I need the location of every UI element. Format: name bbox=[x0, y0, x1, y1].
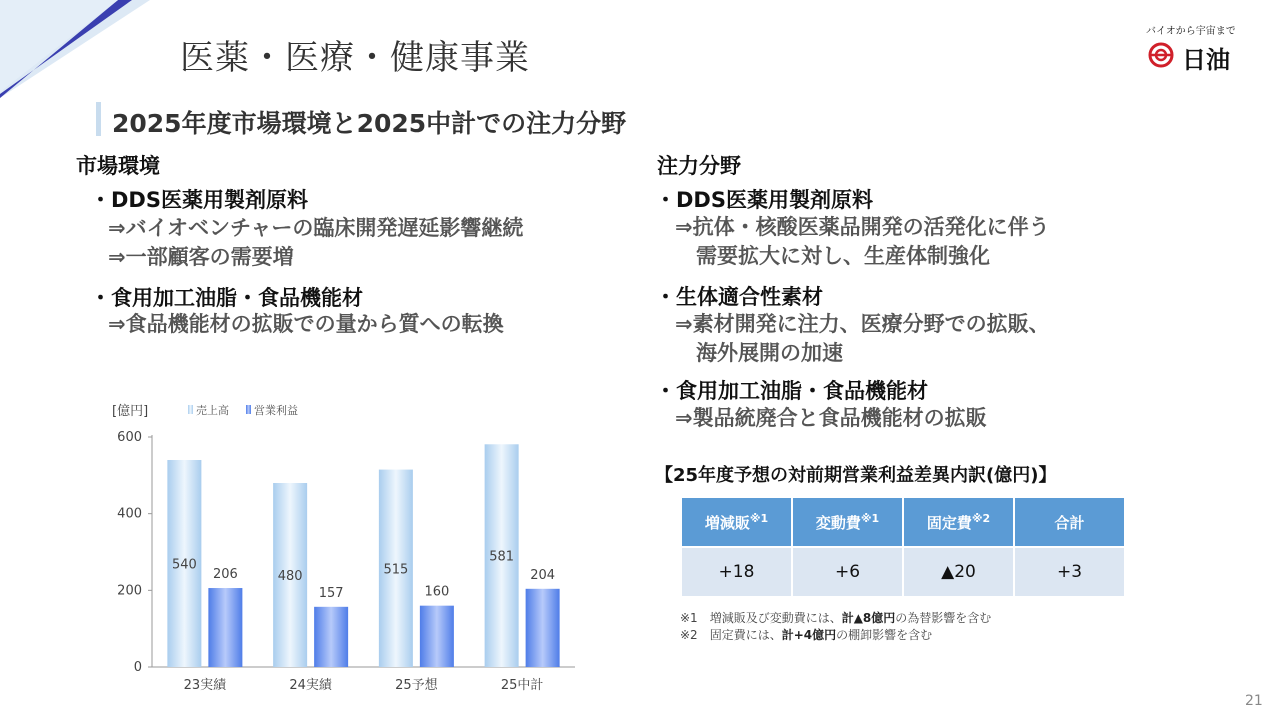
y-tick-label: 200 bbox=[117, 583, 142, 599]
legend-profit: 営業利益 bbox=[254, 404, 298, 417]
data-label: 480 bbox=[277, 569, 303, 584]
x-tick-label: 24実績 bbox=[289, 678, 332, 693]
focus-heading: 注力分野 bbox=[657, 154, 741, 178]
x-tick-label: 25中計 bbox=[500, 678, 544, 693]
focus-bullet-food: ・食用加工油脂・食品機能材 bbox=[655, 379, 928, 403]
table-cell-total: +3 bbox=[1015, 548, 1124, 596]
focus-line: 需要拡大に対し、生産体制強化 bbox=[675, 244, 990, 268]
section-subtitle: 2025年度市場環境と2025中計での注力分野 bbox=[112, 109, 627, 138]
table-cell-fixed-cost: ▲20 bbox=[904, 548, 1013, 596]
table-header-variable-cost: 変動費$^{※1}$ bbox=[793, 498, 902, 546]
market-line: ⇒バイオベンチャーの臨床開発遅延影響継続 bbox=[108, 216, 524, 240]
profit-bar bbox=[314, 607, 348, 667]
company-logo bbox=[1140, 20, 1260, 74]
table-header-fixed-cost: 固定費$^{※2}$ bbox=[904, 498, 1013, 546]
data-label: 206 bbox=[212, 567, 238, 583]
sales-profit-bar-chart bbox=[100, 395, 600, 700]
table-header-sales-volume: 増減販$^{※1}$ bbox=[682, 498, 791, 546]
data-label: 157 bbox=[318, 585, 344, 601]
data-label: 515 bbox=[383, 562, 409, 578]
y-tick-label: 0 bbox=[133, 660, 142, 675]
data-label: 160 bbox=[424, 584, 450, 600]
focus-line: ⇒製品統廃合と食品機能材の拡販 bbox=[675, 406, 987, 430]
data-label: 204 bbox=[530, 567, 556, 583]
profit-bar bbox=[208, 588, 242, 667]
footnote-2: ※2 固定費には、計+4億円の棚卸影響を含む bbox=[680, 628, 933, 642]
y-tick-label: 600 bbox=[117, 430, 142, 445]
market-heading: 市場環境 bbox=[76, 154, 160, 178]
focus-line: 海外展開の加速 bbox=[675, 341, 843, 365]
subtitle-accent-bar bbox=[96, 102, 101, 136]
page-number: 21 bbox=[1245, 693, 1263, 709]
focus-line: ⇒抗体・核酸医薬品開発の活発化に伴う bbox=[675, 215, 1050, 239]
x-tick-label: 25予想 bbox=[395, 678, 438, 693]
legend-sales: 売上高 bbox=[196, 404, 229, 417]
y-tick-label: 400 bbox=[117, 506, 142, 522]
profit-bar bbox=[526, 589, 560, 667]
logo-mark-icon bbox=[1148, 42, 1174, 68]
market-line: ⇒一部顧客の需要増 bbox=[108, 245, 294, 269]
legend-swatch-sales bbox=[188, 405, 193, 414]
table-cell-variable-cost: +6 bbox=[793, 548, 902, 596]
profit-variance-table bbox=[680, 496, 1126, 598]
profit-bar bbox=[420, 606, 454, 667]
legend-swatch-profit bbox=[246, 405, 251, 414]
focus-bullet-dds: ・DDS医薬用製剤原料 bbox=[655, 188, 873, 212]
market-bullet-food: ・食用加工油脂・食品機能材 bbox=[90, 286, 363, 310]
focus-line: ⇒素材開発に注力、医療分野での拡販、 bbox=[675, 312, 1050, 336]
corner-decoration bbox=[0, 0, 160, 100]
logo-name: 日油 bbox=[1182, 46, 1230, 74]
footnote-1: ※1 増減販及び変動費には、計▲8億円の為替影響を含む bbox=[680, 611, 992, 625]
logo-tagline: バイオから宇宙まで bbox=[1146, 26, 1236, 37]
market-bullet-dds: ・DDS医薬用製剤原料 bbox=[90, 188, 308, 212]
market-line: ⇒食品機能材の拡販での量から質への転換 bbox=[108, 312, 504, 336]
table-cell-sales-volume: +18 bbox=[682, 548, 791, 596]
data-label: 581 bbox=[489, 549, 515, 565]
focus-bullet-biomaterial: ・生体適合性素材 bbox=[655, 285, 823, 309]
data-label: 540 bbox=[171, 557, 197, 573]
x-tick-label: 23実績 bbox=[183, 678, 227, 693]
table-title: 【25年度予想の対前期営業利益差異内訳(億円)】 bbox=[655, 465, 1057, 486]
chart-unit-label: [億円] bbox=[112, 404, 149, 419]
table-header-total: 合計 bbox=[1015, 498, 1124, 546]
page-title: 医薬・医療・健康事業 bbox=[180, 38, 530, 78]
